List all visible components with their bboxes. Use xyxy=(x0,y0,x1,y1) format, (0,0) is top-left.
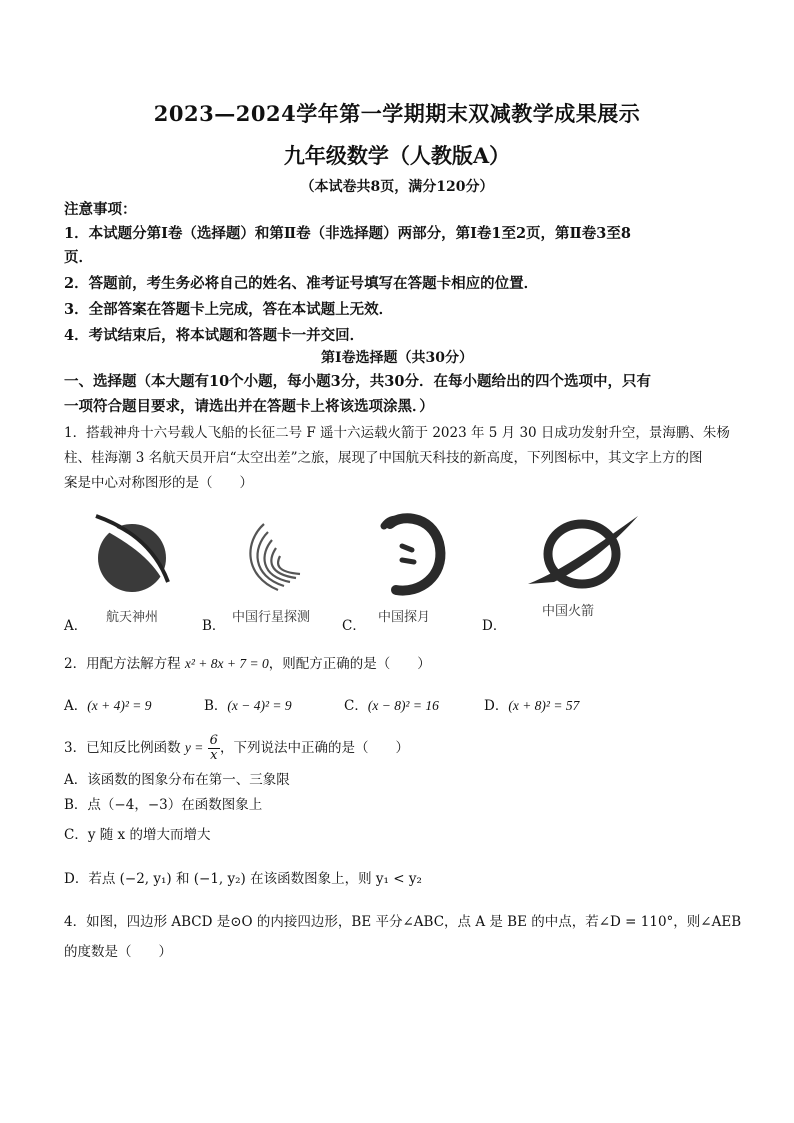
q3-option-a: A．该函数的图象分布在第一、三象限 xyxy=(64,772,290,788)
q3-lhs: y = xyxy=(184,740,204,755)
exam-subtitle: （本试卷共8页，满分120分） xyxy=(300,179,494,195)
q2-option-c-expr: (x − 8)² = 16 xyxy=(367,698,439,713)
q3-fraction xyxy=(208,734,220,763)
option-b-letter: B． xyxy=(202,618,226,634)
note-1-cont: 页． xyxy=(64,249,93,266)
exam-subject-title: 九年级数学（人教版A） xyxy=(283,143,511,168)
option-c-letter: C． xyxy=(342,618,366,634)
q2-option-c-letter: C． xyxy=(344,698,368,714)
lunar-exploration-logo-icon xyxy=(370,510,450,600)
q3-denominator: x xyxy=(210,748,218,763)
q2-option-b-letter: B． xyxy=(204,698,228,714)
q2-option-a-letter: A． xyxy=(64,698,88,714)
planetary-exploration-logo-icon xyxy=(234,518,308,600)
q2-equation: x² + 8x + 7 = 0 xyxy=(184,656,269,671)
section-instruction-1: 一、选择题（本大题有10个小题，每小题3分，共30分．在每小题给出的四个选项中，只有 xyxy=(64,373,651,390)
q4-stem-line2: 的度数是（ ） xyxy=(64,944,172,960)
q2-option-b xyxy=(204,694,292,714)
q3-stem xyxy=(64,734,734,763)
q2-stem-post: ，则配方正确的是（ ） xyxy=(268,656,431,672)
exam-title: 2023—2024学年第一学期期末双减教学成果展示 xyxy=(153,101,641,126)
q3-option-c: C．y 随 x 的增大而增大 xyxy=(64,827,211,843)
note-4: 4．考试结束后，将本试题和答题卡一并交回． xyxy=(64,327,365,344)
option-d-caption: 中国火箭 xyxy=(542,604,595,619)
q2-option-a-expr: (x + 4)² = 9 xyxy=(87,698,152,713)
q3-option-d: D．若点 (−2, y₁) 和 (−1, y₂) 在该函数图象上，则 y₁ < y₂ xyxy=(64,871,422,887)
note-3: 3．全部答案在答题卡上完成，答在本试题上无效． xyxy=(64,301,394,318)
q2-option-d-letter: D． xyxy=(484,698,509,714)
note-2: 2．答题前，考生务必将自己的姓名、准考证号填写在答题卡相应的位置． xyxy=(64,275,539,292)
q3-numerator: 6 xyxy=(209,733,218,748)
q1-stem-line3: 案是中心对称图形的是（ ） xyxy=(64,475,253,491)
notes-heading: 注意事项： xyxy=(64,201,137,218)
q2-stem xyxy=(64,654,734,674)
q2-option-c xyxy=(344,694,439,714)
option-b-caption: 中国行星探测 xyxy=(232,610,311,625)
q2-option-d xyxy=(484,694,579,714)
q2-option-b-expr: (x − 4)² = 9 xyxy=(227,698,292,713)
option-a-letter: A． xyxy=(64,618,88,634)
option-c-caption: 中国探月 xyxy=(378,610,431,625)
rocket-logo-icon xyxy=(524,510,642,598)
section-heading: 第Ⅰ卷选择题（共30分） xyxy=(320,350,474,366)
option-a-caption: 航天神州 xyxy=(106,610,159,625)
q1-stem-line1: 1．搭载神舟十六号载人飞船的长征二号 F 遥十六运载火箭于 2023 年 5 月 30 日成功发射升空，景海鹏、朱杨 xyxy=(64,425,730,441)
q3-stem-pre: 3．已知反比例函数 xyxy=(64,740,185,756)
q3-option-b: B．点（−4，−3）在函数图象上 xyxy=(64,797,263,813)
note-1: 1．本试题分第Ⅰ卷（选择题）和第Ⅱ卷（非选择题）两部分，第Ⅰ卷1至2页，第Ⅱ卷3至8 xyxy=(64,225,631,242)
q2-stem-pre: 2．用配方法解方程 xyxy=(64,656,185,672)
q2-option-a xyxy=(64,694,152,714)
q1-stem-line2: 柱、桂海潮 3 名航天员开启“太空出差”之旅，展现了中国航天科技的新高度，下列图标中，其文字上方的图 xyxy=(64,450,703,466)
q3-stem-post: ，下列说法中正确的是（ ） xyxy=(219,740,409,756)
option-d-letter: D． xyxy=(482,618,507,634)
q4-stem-line1: 4．如图，四边形 ABCD 是⊙O 的内接四边形，BE 平分∠ABC，点 A 是 BE 的中点，若∠D = 110°，则∠AEB xyxy=(64,914,742,930)
q2-option-d-expr: (x + 8)² = 57 xyxy=(508,698,580,713)
section-instruction-2: 一项符合题目要求，请选出并在答题卡上将该选项涂黑．） xyxy=(64,398,434,415)
shenzhou-logo-icon xyxy=(92,514,172,596)
